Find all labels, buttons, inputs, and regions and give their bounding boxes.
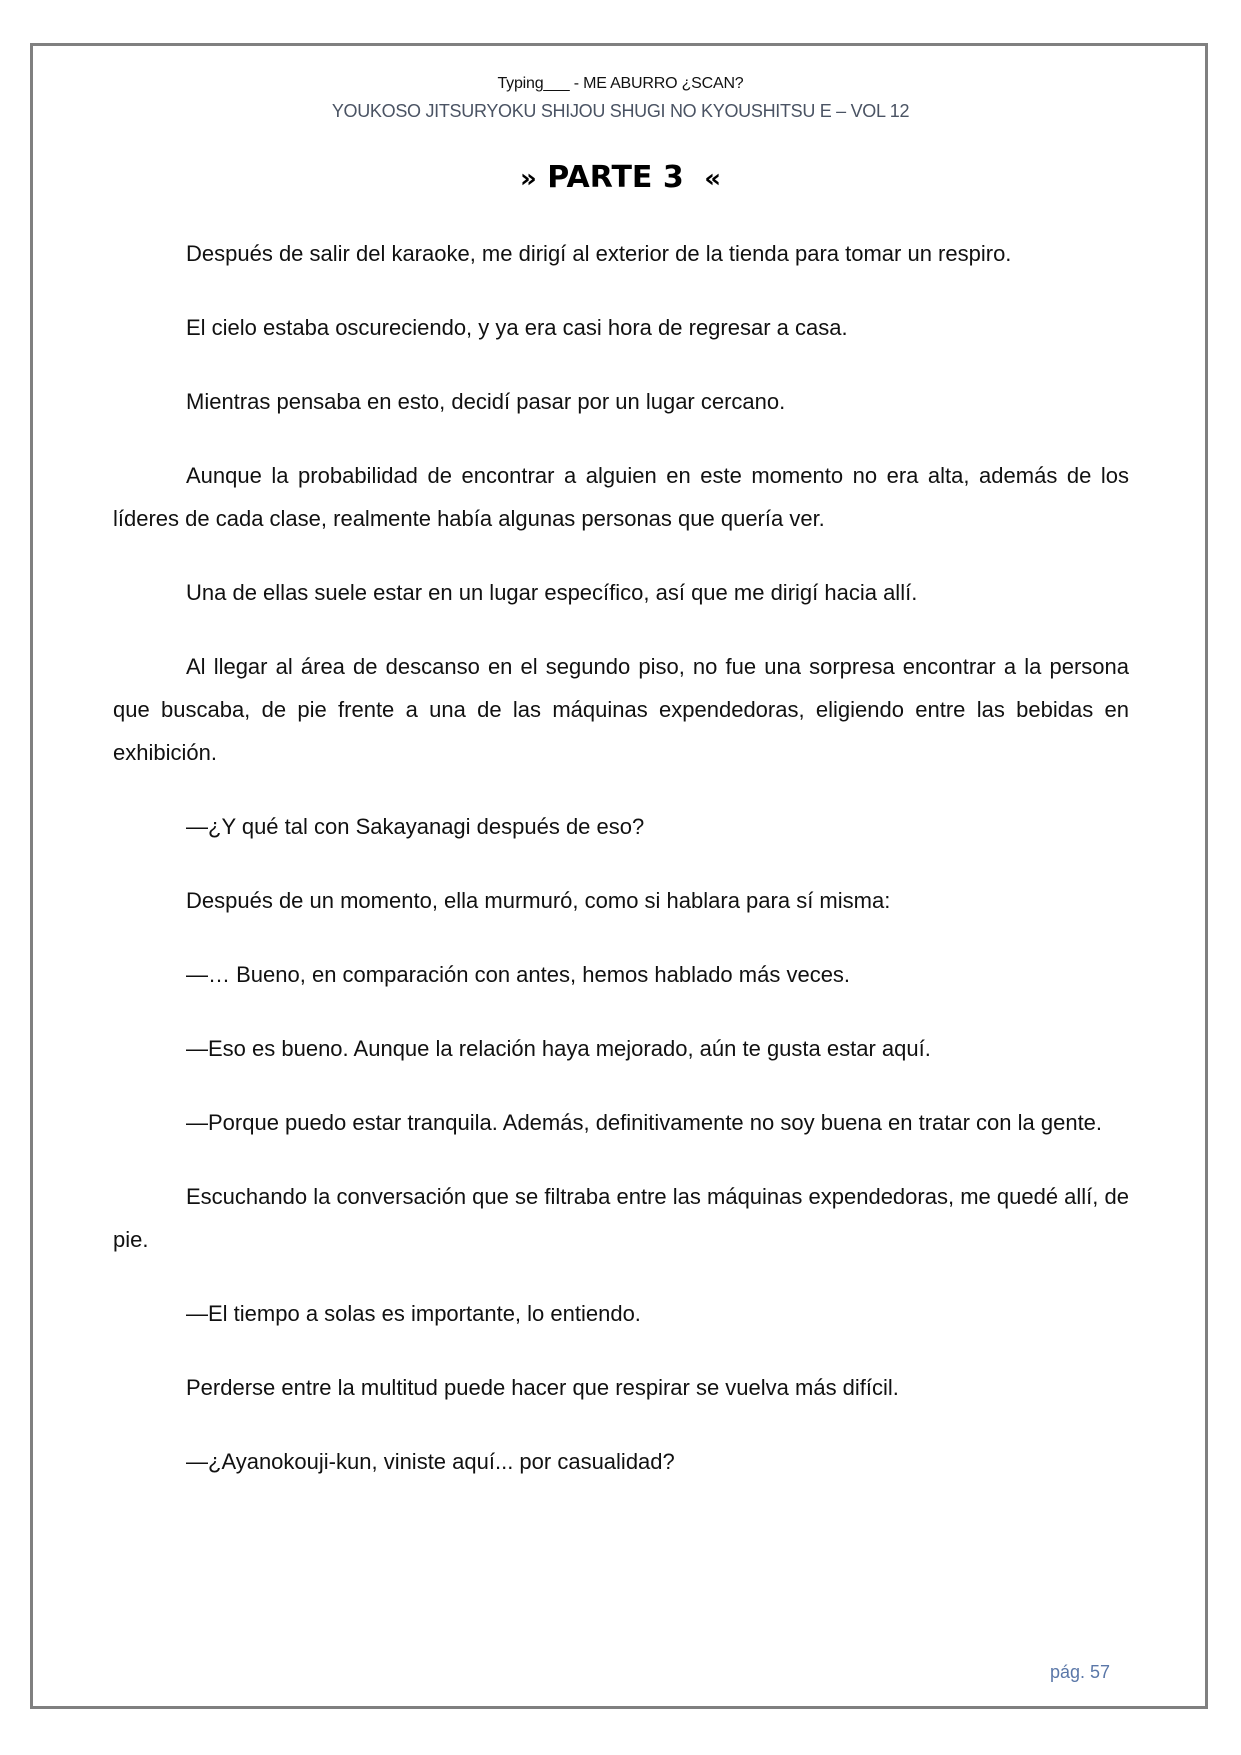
paragraph: Aunque la probabilidad de encontrar a alguien en este momento no era alta, además de los líderes de cada clase, realmente había algunas personas que quería ver. bbox=[113, 463, 1129, 531]
paragraph: —… Bueno, en comparación con antes, hemos hablado más veces. bbox=[186, 962, 851, 987]
header-book-title: YOUKOSO JITSURYOKU SHIJOU SHUGI NO KYOUSHITSU E – VOL 12 bbox=[331, 101, 910, 121]
paragraph: Escuchando la conversación que se filtraba entre las máquinas expendedoras, me quedé allí, de pie. bbox=[113, 1184, 1129, 1252]
paragraph: —¿Ayanokouji-kun, viniste aquí... por casualidad? bbox=[186, 1449, 675, 1474]
paragraph: —Porque puedo estar tranquila. Además, definitivamente no soy buena en tratar con la gente. bbox=[186, 1110, 1103, 1135]
chapter-title-text: PARTE 3 bbox=[547, 160, 684, 195]
paragraph: —El tiempo a solas es importante, lo entiendo. bbox=[186, 1301, 641, 1326]
chapter-title bbox=[0, 160, 1241, 195]
paragraph: Al llegar al área de descanso en el segundo piso, no fue una sorpresa encontrar a la persona que buscaba, de pie frente a una de las máquinas expendedoras, eligiendo entre las bebidas en exhibición. bbox=[113, 654, 1129, 765]
right-quote-mark: « bbox=[704, 164, 721, 194]
paragraph: —Eso es bueno. Aunque la relación haya mejorado, aún te gusta estar aquí. bbox=[186, 1036, 931, 1061]
body-text bbox=[113, 232, 1129, 1514]
paragraph: Una de ellas suele estar en un lugar específico, así que me dirigí hacia allí. bbox=[186, 580, 918, 605]
paragraph: Perderse entre la multitud puede hacer que respirar se vuelva más difícil. bbox=[186, 1375, 899, 1400]
header-credit: Typing___ - ME ABURRO ¿SCAN? bbox=[497, 75, 744, 92]
paragraph: El cielo estaba oscureciendo, y ya era casi hora de regresar a casa. bbox=[186, 315, 848, 340]
paragraph: —¿Y qué tal con Sakayanagi después de eso? bbox=[186, 814, 645, 839]
paragraph: Después de un momento, ella murmuró, como si hablara para sí misma: bbox=[186, 888, 891, 913]
left-quote-mark: » bbox=[520, 164, 537, 194]
paragraph: Mientras pensaba en esto, decidí pasar por un lugar cercano. bbox=[186, 389, 786, 414]
page-number: pág. 57 bbox=[1050, 1662, 1111, 1682]
paragraph: Después de salir del karaoke, me dirigí al exterior de la tienda para tomar un respiro. bbox=[186, 241, 1012, 266]
